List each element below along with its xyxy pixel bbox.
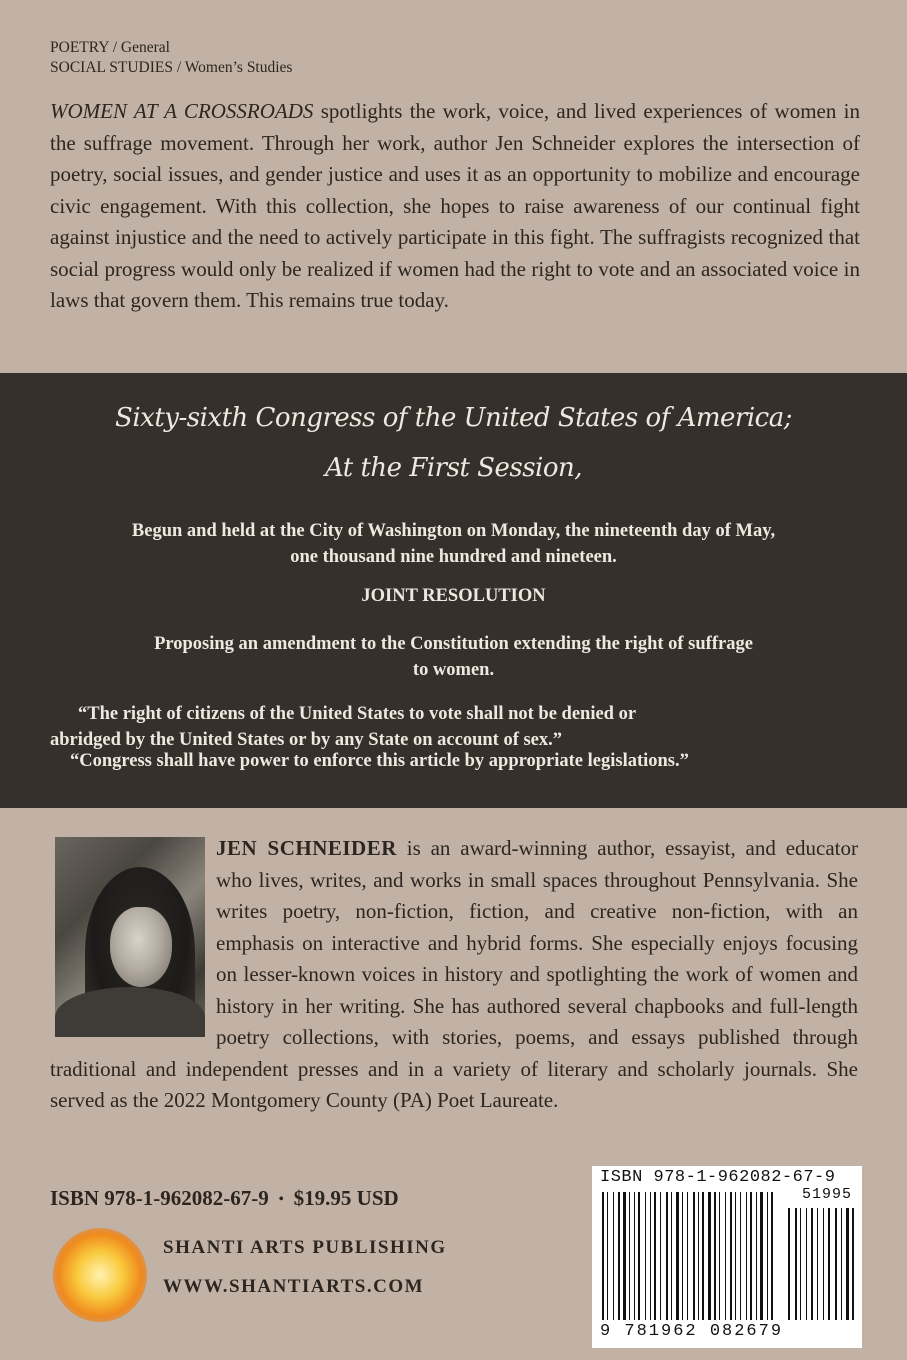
barcode-bar [693, 1192, 695, 1320]
begun-line-2: one thousand nine hundred and nineteen. [290, 547, 617, 567]
barcode-price-code: 51995 [801, 1186, 852, 1203]
category-list [50, 38, 860, 78]
isbn-price-line [50, 1186, 399, 1211]
resolution-heading-1: Sixty-sixth Congress of the United States of America; [115, 403, 792, 433]
barcode-digits: 9 781962 082679 [600, 1322, 784, 1341]
barcode-bar [740, 1192, 741, 1320]
barcode-bar [846, 1208, 849, 1320]
book-description [50, 96, 860, 317]
barcode-bar [735, 1192, 736, 1320]
joint-resolution-label: JOINT RESOLUTION [361, 586, 546, 606]
barcode-bar [823, 1208, 824, 1320]
barcode-bar [725, 1192, 726, 1320]
barcode-bar [760, 1192, 763, 1320]
barcode-bar [708, 1192, 711, 1320]
barcode-bar [666, 1192, 668, 1320]
barcode-bar [750, 1192, 752, 1320]
barcode-bar [629, 1192, 630, 1320]
barcode-bar [671, 1192, 672, 1320]
propose-line-2: to women. [412, 660, 495, 680]
barcode-bar [676, 1192, 679, 1320]
barcode-bar [682, 1192, 683, 1320]
barcode-bar [828, 1208, 830, 1320]
barcode [592, 1166, 862, 1348]
barcode-bar [835, 1208, 837, 1320]
barcode-bar [714, 1192, 716, 1320]
barcode-bar [795, 1208, 797, 1320]
barcode-bar [756, 1192, 757, 1320]
barcode-bar [607, 1192, 608, 1320]
book-title: WOMEN AT A CROSSROADS [50, 99, 314, 123]
price-label: $19.95 USD [293, 1186, 399, 1210]
quote-1-line-1: “The right of citizens of the United States to vote shall not be denied or [78, 704, 637, 724]
barcode-bar [660, 1192, 661, 1320]
category-1: POETRY / General [50, 39, 170, 56]
barcode-isbn: ISBN 978-1-962082-67-9 [600, 1168, 836, 1187]
barcode-bar [719, 1192, 720, 1320]
barcode-bar [687, 1192, 688, 1320]
resolution-heading-2: At the First Session, [324, 453, 583, 483]
barcode-bar [650, 1192, 651, 1320]
barcode-bar [806, 1208, 807, 1320]
propose-line-1: Proposing an amendment to the Constitution extending the right of suffrage [154, 634, 753, 654]
barcode-bar [771, 1192, 773, 1320]
barcode-bar [634, 1192, 635, 1320]
quote-1-line-2: abridged by the United States or by any State on account of sex.” [50, 730, 563, 750]
barcode-bar [788, 1208, 790, 1320]
barcode-bar [638, 1192, 640, 1320]
barcode-bar [730, 1192, 732, 1320]
bullet-separator: • [278, 1192, 284, 1208]
amendment-quote-1 [50, 701, 850, 753]
barcode-bar [618, 1192, 620, 1320]
publisher-website: WWW.SHANTIARTS.COM [163, 1276, 425, 1297]
barcode-bar [746, 1192, 747, 1320]
barcode-bar [654, 1192, 656, 1320]
barcode-bar [811, 1208, 813, 1320]
barcode-bar [852, 1208, 854, 1320]
resolution-proposal [0, 631, 907, 683]
author-bio [50, 833, 858, 1117]
barcode-bar [698, 1192, 699, 1320]
author-name: JEN SCHNEIDER [216, 836, 397, 860]
resolution-panel [0, 373, 907, 808]
barcode-bar [645, 1192, 646, 1320]
barcode-bar [613, 1192, 614, 1320]
barcode-bar [767, 1192, 768, 1320]
author-bio-text: is an award-winning author, essayist, and educator who lives, writes, and works in small spaces throughout Pennsylvania. She writes poetry, non-fiction, fiction, and creative non-fiction, with an emphasis on interactive and hybrid forms. She especially enjoys focusing on lesser-known voices in history and spotlighting the work of women and history in her writing. She has authored several chapbooks and full-length poetry collections, with stories, poems, and essays published through traditional and independent presses and in a variety of literary and scholarly journals. She served as the 2022 Montgomery County (PA) Poet Laureate. [50, 836, 858, 1112]
barcode-bar [800, 1208, 801, 1320]
sun-logo-icon [53, 1228, 147, 1322]
barcode-bar [623, 1192, 626, 1320]
category-2: SOCIAL STUDIES / Women’s Studies [50, 59, 293, 76]
begun-line-1: Begun and held at the City of Washington on Monday, the nineteenth day of May, [131, 521, 776, 541]
amendment-quote-2: “Congress shall have power to enforce this article by appropriate legislations.” [70, 751, 689, 771]
resolution-begun [0, 518, 907, 570]
isbn-label: ISBN 978-1-962082-67-9 [50, 1186, 269, 1210]
barcode-bar [841, 1208, 842, 1320]
publisher-name: SHANTI ARTS PUBLISHING [163, 1237, 447, 1258]
barcode-bar [817, 1208, 818, 1320]
barcode-bar [602, 1192, 604, 1320]
description-text: spotlights the work, voice, and lived experiences of women in the suffrage movement. Through her work, author Jen Schneider explores the intersection of poetry, social issues, and gender justice and uses it as an opportunity to mobilize and encourage civic engagement. With this collection, she hopes to raise awareness of our continual fight against injustice and the need to actively participate in this fight. The suffragists recognized that social progress would only be realized if women had the right to vote and an associated voice in laws that govern them. This remains true today. [50, 99, 860, 312]
barcode-bar [702, 1192, 704, 1320]
header-section [50, 38, 860, 317]
